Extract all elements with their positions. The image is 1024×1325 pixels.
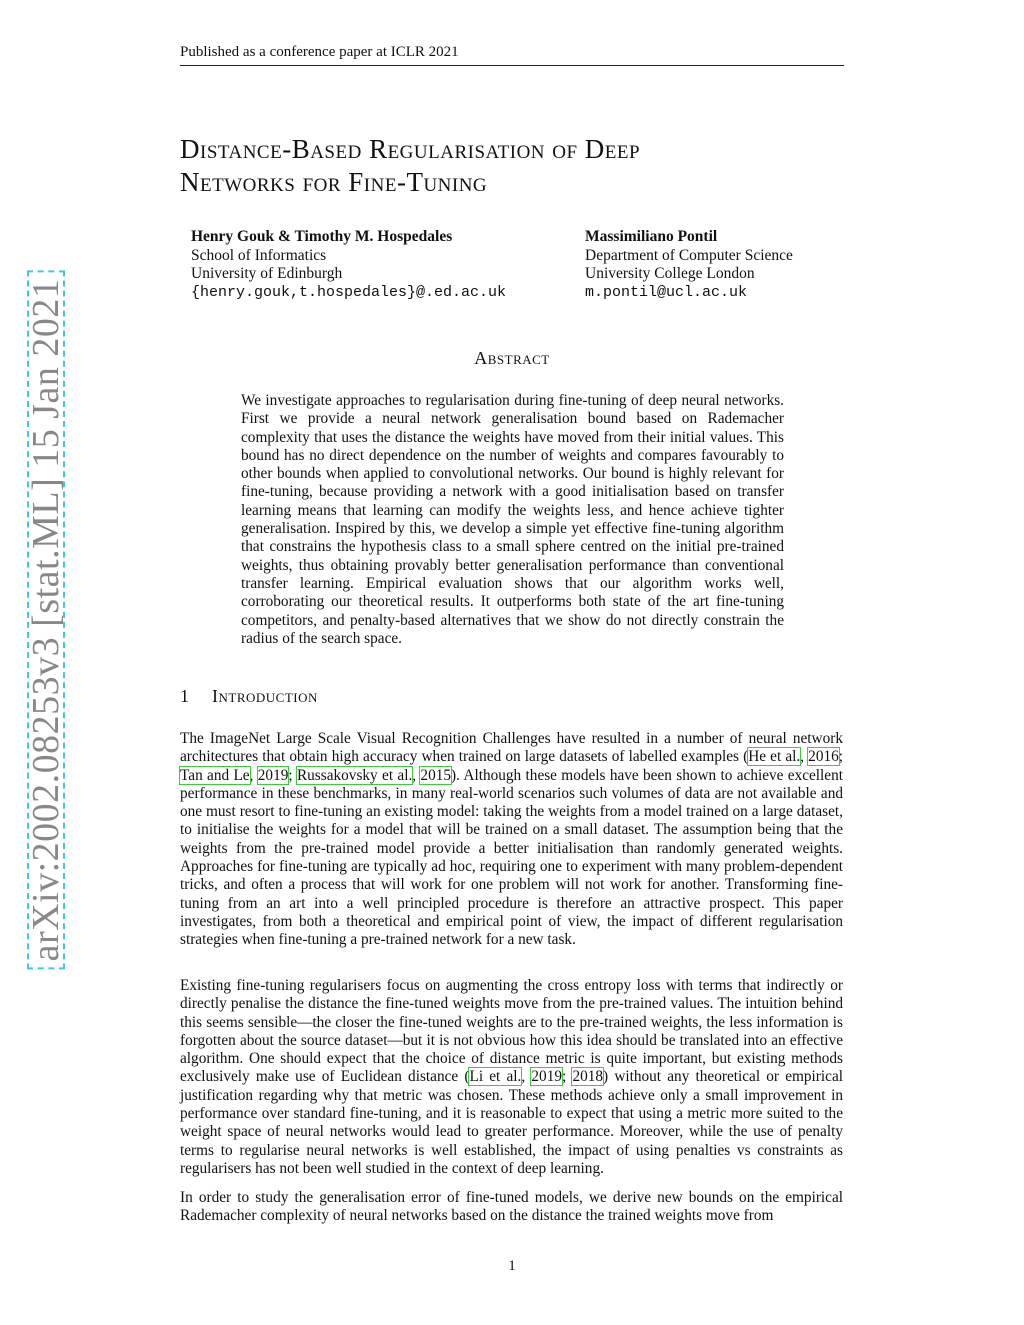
author-department: Department of Computer Science <box>585 246 793 264</box>
citation-link[interactable]: 2018 <box>572 1068 604 1086</box>
running-header: Published as a conference paper at ICLR 2021 <box>180 44 459 60</box>
author-block-right <box>585 228 793 302</box>
citation-link[interactable]: Li et al. <box>469 1068 522 1086</box>
citation-sep: , <box>800 748 809 766</box>
citation-link[interactable]: He et al. <box>748 748 801 766</box>
intro-paragraph-2 <box>180 977 843 1178</box>
paragraph-text: ). Although these models have been shown to achieve excellent performance in these benchmarks, in many real-world scenarios such volumes of data are not available and one must resort to fine-tuning an existing model: taking the weights from a model trained on a large dataset, to initialise the weights for a model that will be trained on a small dataset. The assumption being that the weights from the pre-trained model provide a better initialisation than randomly generated weights. Approaches for fine-tuning are typically ad hoc, requiring one to experiment with many problem-dependent tricks, and often a process that will work for one problem will not work for another. Transforming fine-tuning from an art into a well principled procedure is therefore an attractive prospect. This paper investigates, from both a theoretical and empirical point of view, the impact of different regularisation strategies when fine-tuning a pre-trained network for a new task. <box>180 766 843 949</box>
author-institution: University of Edinburgh <box>191 265 343 282</box>
citation-sep: , <box>412 766 421 784</box>
title-line-1: Distance-Based Regularisation of Deep <box>180 134 641 164</box>
citation-sep: ; <box>838 748 844 766</box>
arxiv-stamp-text[interactable]: arXiv:2002.08253v3 [stat.ML] 15 Jan 2021 <box>27 271 65 970</box>
citation-sep: ; <box>561 1068 573 1086</box>
page-number: 1 <box>508 1258 516 1274</box>
section-title: Introduction <box>212 686 318 706</box>
author-email[interactable]: {henry.gouk,t.hospedales}@.ed.ac.uk <box>191 283 507 301</box>
citation-link[interactable]: 2016 <box>808 748 839 766</box>
citation-link[interactable]: Tan and Le <box>180 766 250 784</box>
author-names: Henry Gouk & Timothy M. Hospedales <box>191 228 453 245</box>
header-rule <box>180 65 844 66</box>
author-institution: University College London <box>585 265 755 282</box>
author-email[interactable]: m.pontil@ucl.ac.uk <box>585 283 748 301</box>
citation-sep: , <box>521 1068 532 1086</box>
section-number: 1 <box>180 686 189 706</box>
abstract-heading: Abstract <box>474 348 550 368</box>
paragraph-text: ) without any theoretical or empirical justification regarding why that metric was chosen. These methods achieve only a small improvement in performance over standard fine-tuning, and it is reasonable to expect that using a metric more suited to the weight space of neural networks would lead to greater performance. Moreover, while the use of penalty terms to regularise neural networks is well established, the impact of using penalties vs constraints as regularisers has not been well studied in the context of deep learning. <box>180 1068 843 1177</box>
abstract-text: We investigate approaches to regularisation during fine-tuning of deep neural networks. First we provide a neural network generalisation bound based on Rademacher complexity that uses the distance the weights have moved from their initial values. This bound has no direct dependence on the number of weights and compares favourably to other bounds when applied to convolutional networks. Our bound is highly relevant for fine-tuning, because providing a network with a good initialisation based on transfer learning means that learning can modify the weights less, and hence achieve tighter generalisation. Inspired by this, we develop a simple yet effective fine-tuning algorithm that constrains the hypothesis class to a small sphere centred on the initial pre-trained weights, thus obtaining provably better generalisation performance than conventional transfer learning. Empirical evaluation shows that our algorithm works well, corroborating our theoretical results. It outperforms both state of the art fine-tuning competitors, and penalty-based alternatives that we show do not directly constrain the radius of the search space. <box>241 392 784 647</box>
author-department: School of Informatics <box>191 246 327 264</box>
citation-link[interactable]: 2019 <box>531 1068 562 1086</box>
paragraph-text: The ImageNet Large Scale Visual Recognition Challenges have resulted in a number of neural network architectures that obtain high accuracy when trained on large datasets of labelled examples ( <box>180 730 843 766</box>
citation-link[interactable]: 2015 <box>420 766 452 784</box>
citation-sep: , <box>249 766 258 784</box>
citation-link[interactable]: 2019 <box>257 766 289 784</box>
intro-paragraph-3: In order to study the generalisation error of fine-tuned models, we derive new bounds on the empirical Rademacher complexity of neural networks based on the distance the trained weights move from <box>180 1189 843 1225</box>
citation-link[interactable]: Russakovsky et al. <box>296 766 413 784</box>
paragraph-text: Existing fine-tuning regularisers focus on augmenting the cross entropy loss with terms that indirectly or directly penalise the distance the fine-tuned weights move from the pre-trained values. The intuition behind this seems sensible—the closer the fine-tuned weights are to the pre-trained weights, the less information is forgotten about the source dataset—but it is not obvious how this idea should be translated into an effective algorithm. One should expect that the choice of distance metric is quite important, but existing methods exclusively make use of Euclidean distance ( <box>180 977 843 1086</box>
author-names: Massimiliano Pontil <box>585 228 718 245</box>
section-heading-introduction <box>180 686 318 707</box>
paper-title <box>180 133 880 199</box>
citation-sep: ; <box>288 766 297 784</box>
author-block-left <box>191 228 506 302</box>
title-line-2: Networks for Fine-Tuning <box>180 167 488 197</box>
intro-paragraph-1 <box>180 730 843 950</box>
